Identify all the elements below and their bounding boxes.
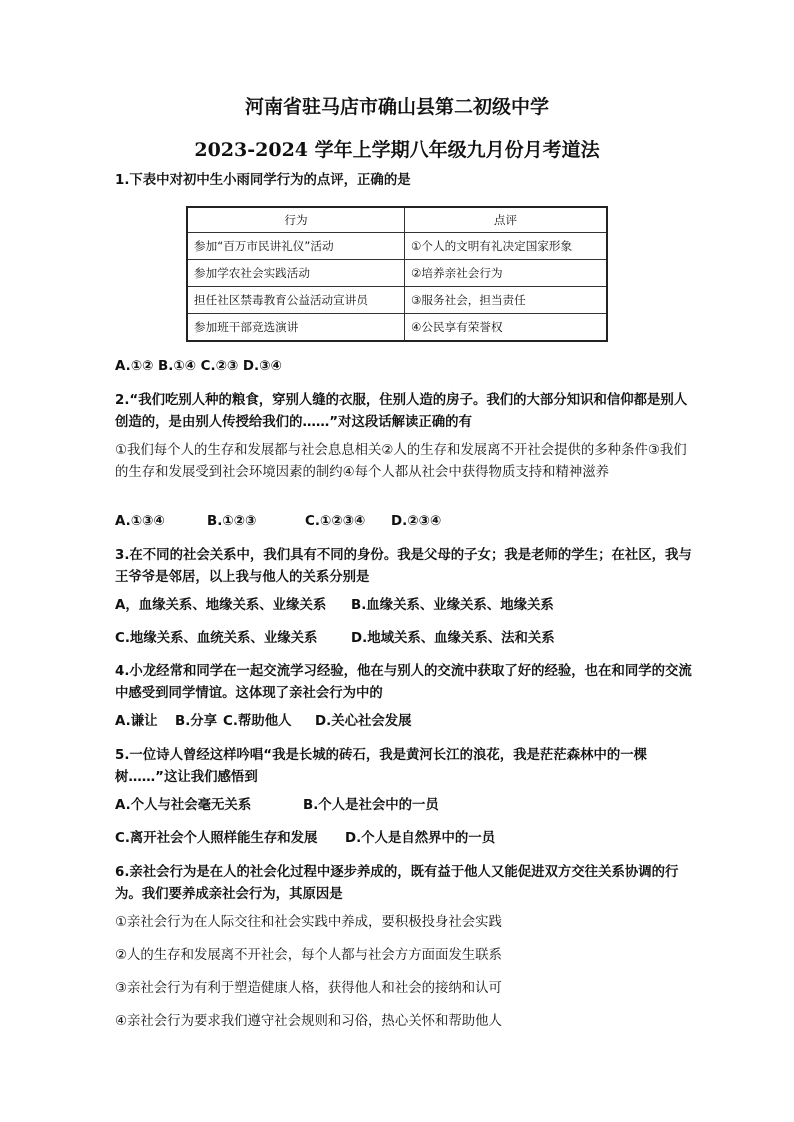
q3-options-row2 (115, 628, 695, 650)
table-cell: 参加学农社会实践活动 (187, 260, 405, 287)
table-cell: 担任社区禁毒教育公益活动宣讲员 (187, 287, 405, 314)
q5-stem: 5.一位诗人曾经这样吟唱“我是长城的砖石，我是黄河长江的浪花，我是茫茫森林中的一棵树……”这让我们感悟到 (115, 748, 648, 785)
option: D.关心社会发展 (315, 714, 412, 729)
option: A.①③④ (115, 514, 165, 529)
q1-stem: 1.下表中对初中生小雨同学行为的点评，正确的是 (115, 173, 411, 188)
q2-stem: 2.“我们吃别人种的粮食，穿别人缝的衣服，住别人造的房子。我们的大部分知识和信仰都是别人创造的，是由别人传授给我们的……”对这段话解读正确的有 (115, 393, 688, 430)
q3-options-row1 (115, 595, 695, 617)
q1-table (186, 206, 608, 342)
table-header-row (187, 207, 607, 233)
option: B.①②③ (207, 514, 257, 529)
option: A，血缘关系、地缘关系、业缘关系 (115, 598, 327, 613)
option: D.地域关系、血缘关系、法和关系 (351, 631, 555, 646)
table-header: 行为 (187, 207, 405, 233)
exam-title: 2023-2024 学年上学期八年级九月份月考道法 (194, 139, 600, 161)
q6-statement: ③亲社会行为有利于塑造健康人格，获得他人和社会的接纳和认可 (115, 981, 502, 996)
school-title: 河南省驻马店市确山县第二初级中学 (244, 96, 549, 118)
table-row (187, 314, 607, 342)
option: C.地缘关系、血统关系、业缘关系 (115, 631, 318, 646)
q2-statements: ①我们每个人的生存和发展都与社会息息相关②人的生存和发展离不开社会提供的多种条件③我们的生存和发展受到社会环境因素的制约④每个人都从社会中获得物质支持和精神滋养 (115, 443, 687, 480)
option: A.个人与社会毫无关系 (115, 798, 252, 813)
table-cell: ②培养亲社会行为 (405, 260, 608, 287)
option: D.个人是自然界中的一员 (345, 831, 496, 846)
table-row (187, 287, 607, 314)
option: D.②③④ (391, 514, 442, 529)
table-cell: ③服务社会，担当责任 (405, 287, 608, 314)
table-cell: 参加“百万市民讲礼仪”活动 (187, 233, 405, 260)
option: A.谦让 (115, 714, 158, 729)
q6-statement: ②人的生存和发展离不开社会，每个人都与社会方方面面发生联系 (115, 948, 502, 963)
table-header: 点评 (405, 207, 608, 233)
table-cell: ④公民享有荣誉权 (405, 314, 608, 342)
table-row (187, 233, 607, 260)
q2-options (115, 511, 695, 533)
option: C.离开社会个人照样能生存和发展 (115, 831, 318, 846)
table-row (187, 260, 607, 287)
option: B.个人是社会中的一员 (303, 798, 439, 813)
q6-statement: ④亲社会行为要求我们遵守社会规则和习俗，热心关怀和帮助他人 (115, 1014, 502, 1029)
q6-stem: 6.亲社会行为是在人的社会化过程中逐步养成的，既有益于他人又能促进双方交往关系协调的行为。我们要养成亲社会行为，其原因是 (115, 865, 679, 902)
table-cell: 参加班干部竞选演讲 (187, 314, 405, 342)
option: C.①②③④ (305, 514, 366, 529)
option: B.血缘关系、业缘关系、地缘关系 (351, 598, 554, 613)
q4-options (115, 711, 695, 733)
q3-stem: 3.在不同的社会关系中，我们具有不同的身份。我是父母的子女；我是老师的学生；在社区，我与王爷爷是邻居，以上我与他人的关系分别是 (115, 548, 692, 585)
q6-statement: ①亲社会行为在人际交往和社会实践中养成，要积极投身社会实践 (115, 915, 502, 930)
q1-options: A.①② B.①④ C.②③ D.③④ (115, 359, 282, 374)
table-cell: ①个人的文明有礼决定国家形象 (405, 233, 608, 260)
q4-stem: 4.小龙经常和同学在一起交流学习经验，他在与别人的交流中获取了好的经验，也在和同学的交流中感受到同学情谊。这体现了亲社会行为中的 (115, 664, 692, 701)
q5-options-row2 (115, 828, 695, 850)
q5-options-row1 (115, 795, 695, 817)
option: B.分享 (175, 714, 218, 729)
option: C.帮助他人 (223, 714, 292, 729)
